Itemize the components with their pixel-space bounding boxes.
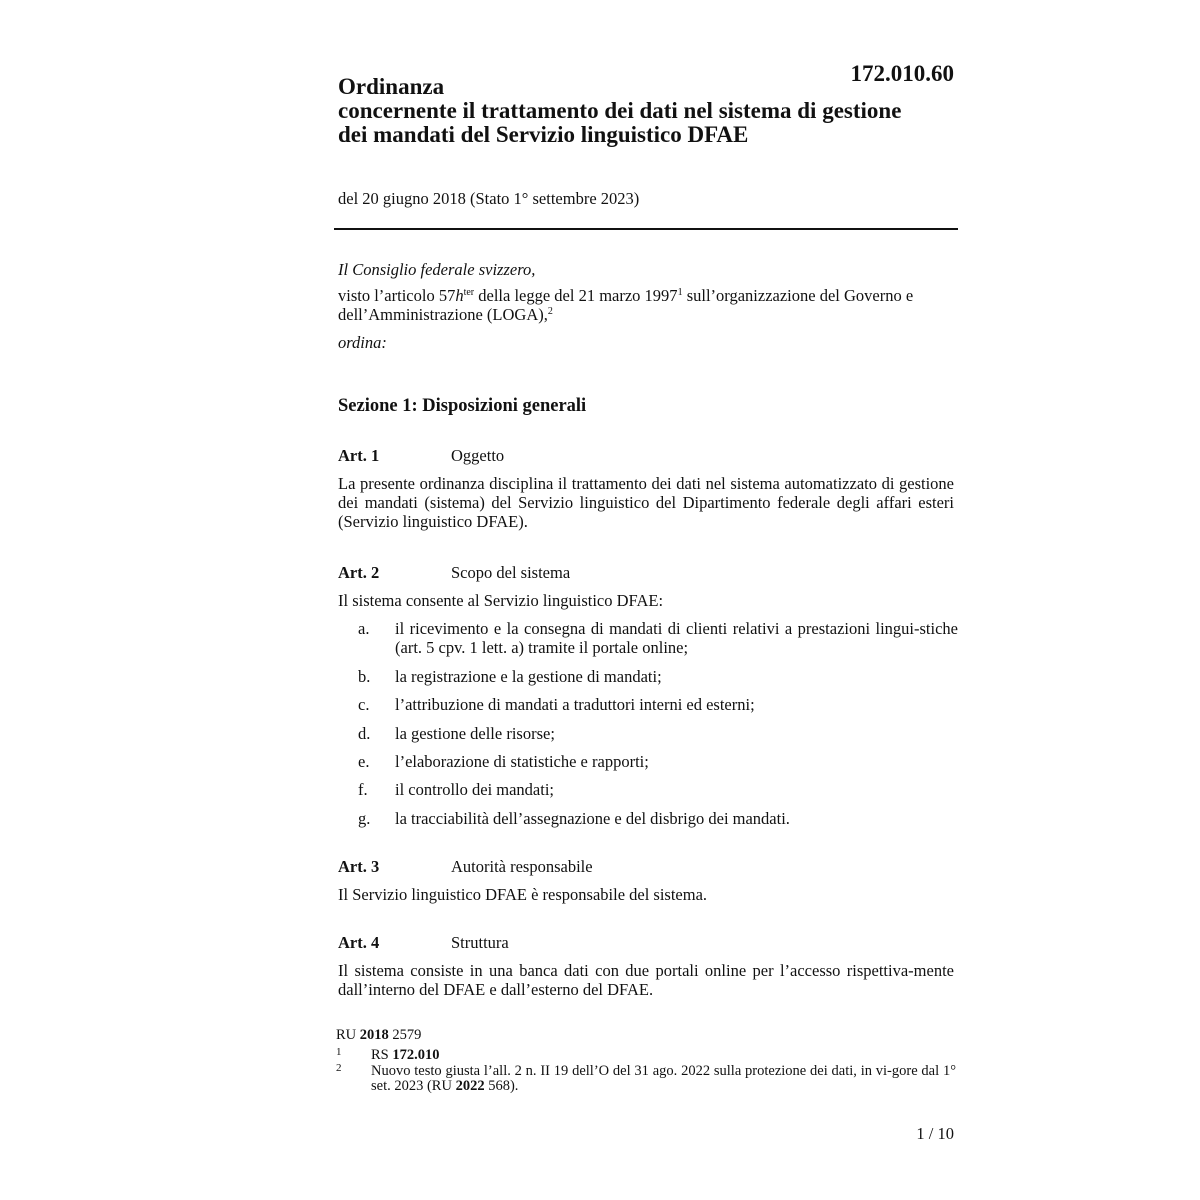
footnote-ref-1[interactable]: 1 [677,287,683,298]
title-line-3: dei mandati del Servizio linguistico DFAE [338,122,749,147]
article-3-text: Il Servizio linguistico DFAE è responsabile del sistema. [338,885,708,904]
document-number: 172.010.60 [850,61,954,86]
visto-text-1: visto l’articolo 57 [338,286,456,305]
list-item-letter: d. [358,724,371,743]
article-2-intro: Il sistema consente al Servizio linguistico DFAE: [338,591,664,610]
article-2-number: Art. 2 [338,563,380,582]
ru-year: 2018 [359,1027,389,1043]
list-item-text: il controllo dei mandati; [395,780,555,799]
article-3-title: Autorità responsabile [451,857,593,876]
article-1-title: Oggetto [451,446,505,465]
preamble-visto [338,286,958,324]
article-4-number: Art. 4 [338,933,380,952]
list-item-letter: a. [358,619,370,638]
list-item-text: la gestione delle risorse; [395,724,555,743]
header-divider [334,228,958,230]
list-item-letter: f. [358,780,368,799]
article-3-heading [338,857,593,877]
list-item-letter: g. [358,809,371,828]
list-item-text: il ricevimento e la consegna di mandati di clienti relativi a prestazioni lingui-stiche (art. 5 cpv. 1 lett. a) tramite il portale online; [395,619,958,657]
visto-text-3: sull’organizzazione del Governo e dell’Amministrazione (LOGA), [338,286,914,324]
article-3-number: Art. 3 [338,857,380,876]
footnote-number: 1 [336,1046,342,1058]
article-4-heading [338,933,509,953]
list-item [358,809,958,828]
ru-reference [336,1027,421,1044]
preamble-ordina: ordina: [338,333,387,352]
list-item [358,724,958,743]
ru-prefix: RU [336,1027,360,1043]
footnote-1 [336,1048,956,1063]
visto-article-letter: h [455,286,464,305]
list-item-text: la registrazione e la gestione di mandati; [395,667,662,686]
title-line-2: concernente il trattamento dei dati nel sistema di gestione [338,98,902,123]
page-number: 1 / 10 [916,1124,954,1143]
footnote-bold: 2022 [455,1078,485,1094]
list-item-letter: c. [358,695,370,714]
list-item [358,619,958,657]
footnote-text [371,1048,956,1063]
list-item [358,695,958,714]
list-item [358,752,958,771]
article-1-text: La presente ordinanza disciplina il trattamento dei dati nel sistema automatizzato di gestione dei mandati (sistema) del Servizio linguistico del Dipartimento federale degli affari esteri (Servizio linguistico DFAE). [338,474,954,531]
list-item [358,780,958,799]
list-item-text: la tracciabilità dell’assegnazione e del disbrigo dei mandati. [395,809,790,828]
footnote-text [371,1064,956,1094]
document-title [338,75,958,147]
footnote-suffix: 568). [484,1078,519,1094]
visto-text-2: della legge del 21 marzo 1997 [474,286,678,305]
article-1-heading [338,446,504,466]
list-item [358,667,958,686]
document-date: del 20 giugno 2018 (Stato 1° settembre 2023) [338,189,640,208]
footnote-ref-2[interactable]: 2 [547,306,553,317]
visto-ter-superscript: ter [463,287,475,298]
footnote-bold: 172.010 [392,1047,440,1063]
footnote-prefix: Nuovo testo giusta l’all. 2 n. II 19 dell’O del 31 ago. 2022 sulla protezione dei dati, in vi-gore dal 1° set. 2023 (RU [371,1063,956,1094]
section-heading: Sezione 1: Disposizioni generali [338,396,587,416]
article-2-heading [338,563,570,583]
list-item-text: l’attribuzione di mandati a traduttori interni ed esterni; [395,695,755,714]
preamble-authority: Il Consiglio federale svizzero, [338,260,536,279]
ru-page: 2579 [388,1027,422,1043]
article-2-title: Scopo del sistema [451,563,571,582]
article-4-text: Il sistema consiste in una banca dati con due portali online per l’accesso rispettiva-mente dall’interno del DFAE e dall’esterno del DFAE. [338,961,954,999]
title-line-1: Ordinanza [338,74,445,99]
footnote-number: 2 [336,1062,342,1074]
article-4-title: Struttura [451,933,509,952]
footnote-prefix: RS [371,1047,393,1063]
footnote-2 [336,1064,956,1094]
list-item-letter: b. [358,667,371,686]
list-item-letter: e. [358,752,370,771]
list-item-text: l’elaborazione di statistiche e rapporti; [395,752,649,771]
article-1-number: Art. 1 [338,446,380,465]
